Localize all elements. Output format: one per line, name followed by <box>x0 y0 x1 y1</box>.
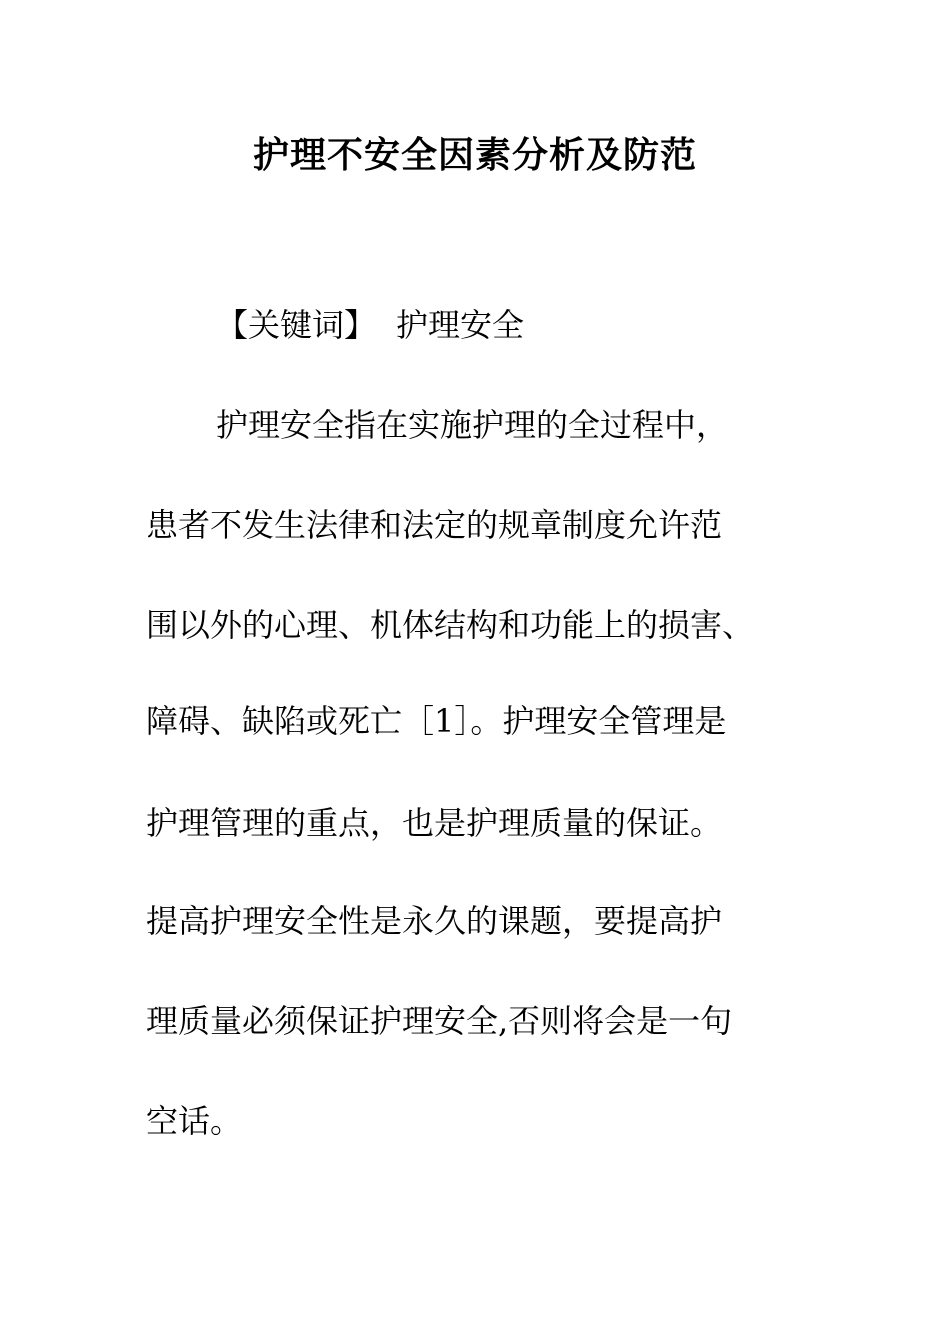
body-line: 患者不发生法律和法定的规章制度允许范 <box>146 506 723 544</box>
body-line: 围以外的心理、机体结构和功能上的损害、 <box>146 606 755 644</box>
body-line: 提高护理安全性是永久的课题，要提高护 <box>146 902 723 940</box>
keywords-label: 【关键词】 <box>216 306 377 344</box>
body-line: 护理安全指在实施护理的全过程中， <box>216 406 729 444</box>
body-line: 障碍、缺陷或死亡［1］。护理安全管理是 <box>146 702 727 740</box>
body-line: 护理管理的重点，也是护理质量的保证。 <box>146 804 723 842</box>
body-line: 空话。 <box>146 1102 243 1140</box>
body-line: 理质量必须保证护理安全,否则将会是一句 <box>146 1002 733 1040</box>
document-title: 护理不安全因素分析及防范 <box>252 134 697 176</box>
keywords-value: 护理安全 <box>396 306 525 344</box>
keywords-line <box>216 300 524 350</box>
